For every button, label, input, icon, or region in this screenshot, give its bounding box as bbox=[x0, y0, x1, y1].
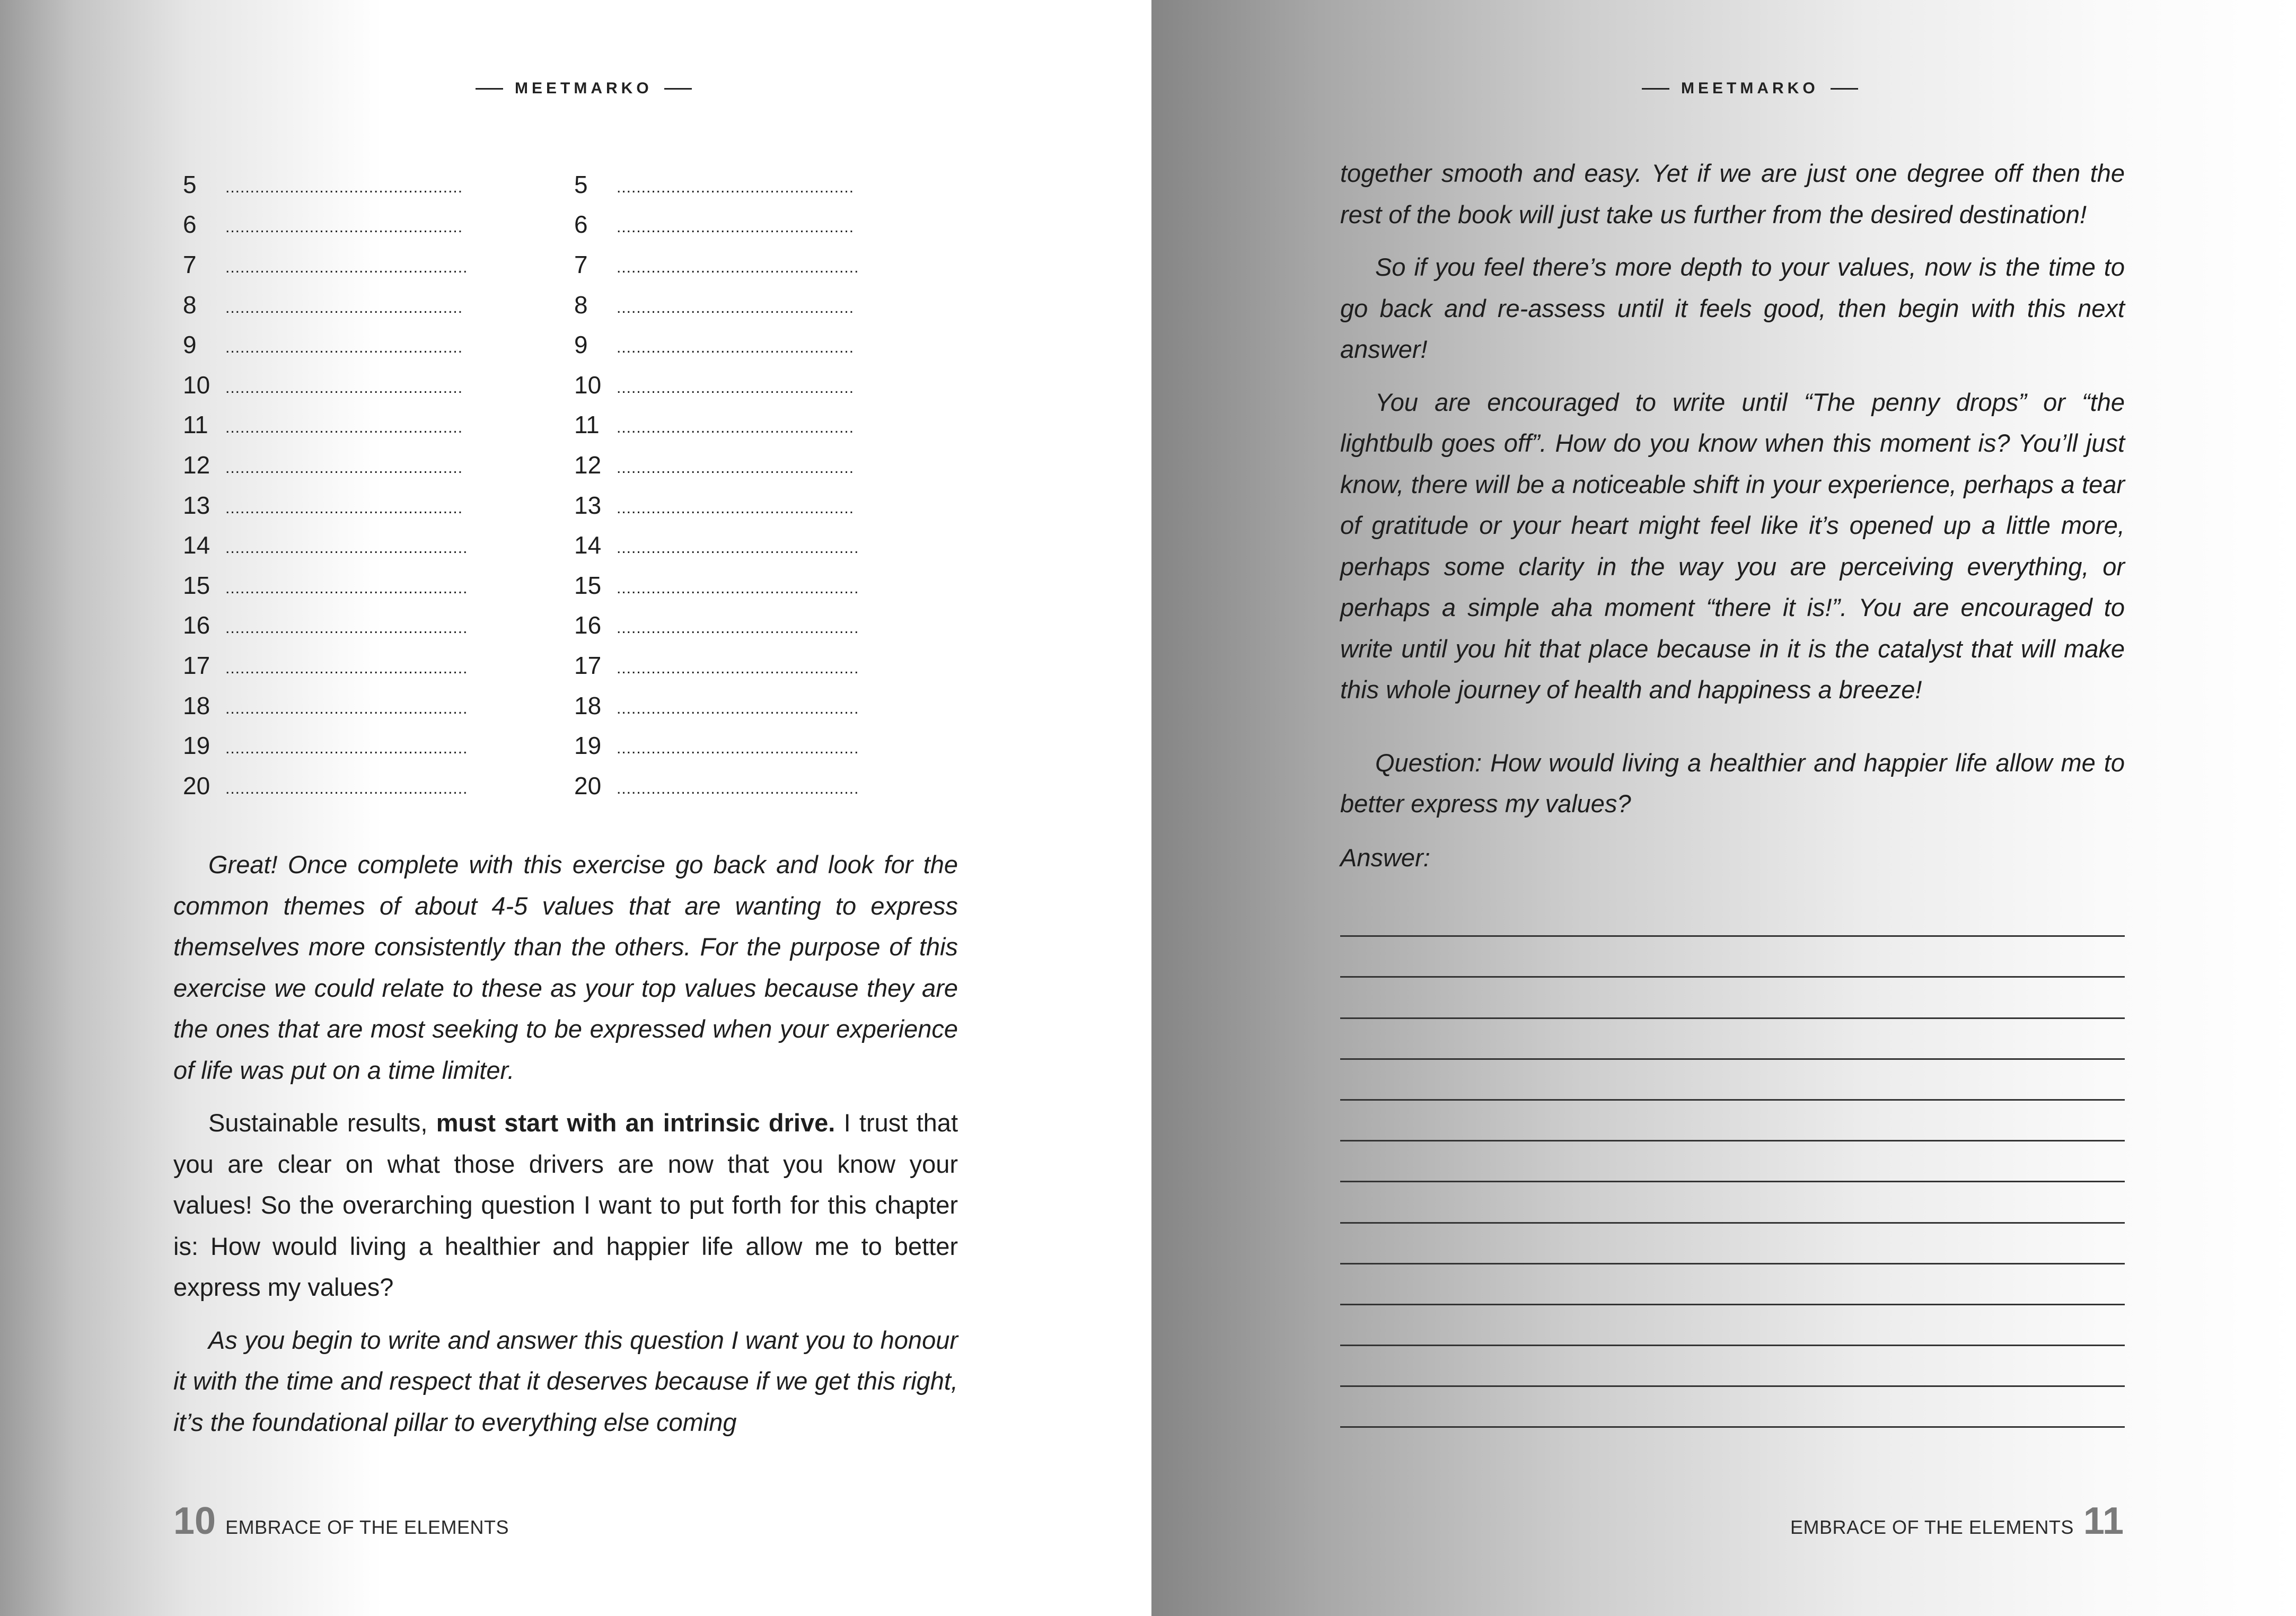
list-item bbox=[574, 244, 859, 285]
dotted-answer-line[interactable]: ................................................. bbox=[225, 619, 468, 637]
answer-label: Answer: bbox=[1340, 844, 1430, 872]
list-item bbox=[183, 285, 468, 325]
list-item-number: 13 bbox=[183, 491, 210, 519]
list-item-number: 15 bbox=[574, 571, 602, 599]
dotted-answer-line[interactable]: ................................................. bbox=[617, 258, 859, 276]
running-header-right bbox=[1630, 80, 1870, 98]
list-item-number: 20 bbox=[574, 771, 602, 800]
list-item bbox=[574, 285, 859, 325]
question: Question: How would living a healthier and happier life allow me to better express my values? bbox=[1340, 748, 2125, 818]
dotted-answer-line[interactable]: ................................................ bbox=[617, 419, 855, 437]
dotted-answer-line[interactable]: ................................................. bbox=[617, 579, 859, 597]
dotted-answer-line[interactable]: ................................................ bbox=[617, 218, 855, 236]
list-item-number: 20 bbox=[183, 771, 210, 800]
list-item bbox=[183, 164, 468, 205]
list-item bbox=[183, 205, 468, 245]
list-item bbox=[574, 686, 859, 726]
list-item-number: 16 bbox=[574, 611, 602, 639]
paragraph-text: Sustainable results, bbox=[208, 1109, 436, 1137]
values-list-right bbox=[574, 164, 859, 806]
paragraph: So if you feel there’s more depth to your values, now is the time to go back and re-assess until it feels good, then begin with this next answer! bbox=[1340, 253, 2125, 363]
dotted-answer-line[interactable]: ................................................ bbox=[617, 178, 855, 196]
list-item bbox=[574, 605, 859, 646]
running-header-left bbox=[464, 80, 703, 98]
list-item bbox=[574, 164, 859, 205]
answer-lines[interactable] bbox=[1340, 896, 2125, 1428]
dotted-answer-line[interactable]: ................................................. bbox=[225, 539, 468, 557]
list-item bbox=[574, 324, 859, 365]
header-rule bbox=[664, 88, 692, 90]
list-item-number: 9 bbox=[574, 331, 588, 359]
footer-right bbox=[1790, 1499, 2124, 1543]
list-item bbox=[183, 445, 468, 485]
list-item-number: 13 bbox=[574, 491, 602, 519]
list-item-number: 6 bbox=[183, 210, 197, 239]
answer-line[interactable] bbox=[1340, 1101, 2125, 1141]
list-item bbox=[183, 565, 468, 605]
list-item bbox=[574, 645, 859, 686]
paragraph: together smooth and easy. Yet if we are just one degree off then the rest of the book will just take us further from the desired destination! bbox=[1340, 159, 2125, 229]
answer-line[interactable] bbox=[1340, 1346, 2125, 1387]
answer-line[interactable] bbox=[1340, 1224, 2125, 1264]
list-item-number: 8 bbox=[183, 291, 197, 319]
dotted-answer-line[interactable]: ................................................. bbox=[225, 659, 468, 677]
dotted-answer-line[interactable]: ................................................. bbox=[617, 659, 859, 677]
list-item-number: 10 bbox=[574, 371, 602, 399]
list-item bbox=[183, 485, 468, 525]
list-item-number: 8 bbox=[574, 291, 588, 319]
list-item bbox=[183, 766, 468, 806]
list-item bbox=[574, 445, 859, 485]
list-item bbox=[183, 525, 468, 565]
list-item bbox=[574, 405, 859, 445]
list-item bbox=[574, 725, 859, 766]
list-item bbox=[183, 405, 468, 445]
list-item-number: 7 bbox=[183, 250, 197, 278]
dotted-answer-line[interactable]: ................................................. bbox=[617, 699, 859, 717]
list-item-number: 15 bbox=[183, 571, 210, 599]
body-text-right bbox=[1340, 153, 2125, 836]
paragraph bbox=[173, 1102, 958, 1308]
answer-line[interactable] bbox=[1340, 1019, 2125, 1060]
list-item bbox=[574, 565, 859, 605]
dotted-answer-line[interactable]: ................................................. bbox=[225, 779, 468, 797]
footer-left bbox=[173, 1499, 509, 1543]
list-item-number: 14 bbox=[574, 531, 602, 559]
list-item bbox=[183, 324, 468, 365]
page-number: 10 bbox=[173, 1500, 216, 1542]
list-item bbox=[574, 485, 859, 525]
list-item bbox=[574, 525, 859, 565]
dotted-answer-line[interactable]: ................................................ bbox=[225, 298, 463, 317]
list-item bbox=[183, 725, 468, 766]
dotted-answer-line[interactable]: ................................................. bbox=[617, 539, 859, 557]
list-item-number: 5 bbox=[574, 170, 588, 198]
list-item-number: 16 bbox=[183, 611, 210, 639]
dotted-answer-line[interactable]: ................................................ bbox=[225, 218, 463, 236]
dotted-answer-line[interactable]: ................................................ bbox=[617, 379, 855, 397]
header-rule bbox=[1831, 88, 1858, 90]
answer-line[interactable] bbox=[1340, 1264, 2125, 1305]
list-item-number: 17 bbox=[574, 651, 602, 679]
list-item-number: 11 bbox=[574, 411, 600, 439]
list-item bbox=[574, 205, 859, 245]
answer-line[interactable] bbox=[1340, 1141, 2125, 1182]
dotted-answer-line[interactable]: ................................................. bbox=[617, 779, 859, 797]
answer-line[interactable] bbox=[1340, 1182, 2125, 1223]
list-item-number: 18 bbox=[183, 691, 210, 719]
list-item-number: 17 bbox=[183, 651, 210, 679]
header-text: MEETMARKO bbox=[1681, 80, 1819, 97]
dotted-answer-line[interactable]: ................................................ bbox=[617, 459, 855, 477]
list-item bbox=[574, 365, 859, 405]
list-item-number: 19 bbox=[574, 732, 602, 760]
header-rule bbox=[1642, 88, 1669, 90]
answer-line[interactable] bbox=[1340, 937, 2125, 978]
list-item-number: 6 bbox=[574, 210, 588, 239]
dotted-answer-line[interactable]: ................................................ bbox=[225, 419, 463, 437]
body-text-left bbox=[173, 844, 958, 1454]
values-list-left bbox=[183, 164, 468, 806]
paragraph: You are encouraged to write until “The penny drops” or “the lightbulb goes off”. How do you know when this moment is? You’ll just know, there will be a noticeable shift in your experience, perhaps a tear of gratitude or your heart might feel like it’s opened up a little more, perhaps some clarity in the way you are perceiving everything, or perhaps a simple aha moment “there it is!”. You are encouraged to write until you hit that place because in it is the catalyst that will make this whole journey of health and happiness a breeze! bbox=[1340, 388, 2125, 704]
list-item-number: 7 bbox=[574, 250, 588, 278]
dotted-answer-line[interactable]: ................................................. bbox=[225, 699, 468, 717]
dotted-answer-line[interactable]: ................................................. bbox=[225, 258, 468, 276]
list-item-number: 18 bbox=[574, 691, 602, 719]
list-item bbox=[183, 605, 468, 646]
list-item bbox=[574, 766, 859, 806]
answer-line[interactable] bbox=[1340, 896, 2125, 937]
dotted-answer-line[interactable]: ................................................. bbox=[617, 740, 859, 758]
paragraph: As you begin to write and answer this question I want you to honour it with the time and respect that it deserves because if we get this right, it’s the foundational pillar to everything else coming bbox=[173, 1325, 958, 1436]
page-number: 11 bbox=[2083, 1500, 2124, 1542]
list-item-number: 12 bbox=[183, 451, 210, 479]
list-item bbox=[183, 645, 468, 686]
dotted-answer-line[interactable]: ................................................. bbox=[617, 619, 859, 637]
dotted-answer-line[interactable]: ................................................. bbox=[225, 579, 468, 597]
dotted-answer-line[interactable]: ................................................ bbox=[225, 459, 463, 477]
answer-line[interactable] bbox=[1340, 978, 2125, 1018]
dotted-answer-line[interactable]: ................................................ bbox=[617, 298, 855, 317]
answer-line[interactable] bbox=[1340, 1060, 2125, 1101]
paragraph-text: I trust that you are clear on what those drivers are now that you know your values! So the overarching question I want to put forth for this chapter is: How would living a healthier and happier life allow me to better express my values? bbox=[173, 1109, 958, 1301]
list-item bbox=[183, 244, 468, 285]
bold-phrase: must start with an intrinsic drive. bbox=[436, 1109, 835, 1137]
dotted-answer-line[interactable]: ................................................. bbox=[225, 740, 468, 758]
list-item-number: 9 bbox=[183, 331, 197, 359]
paragraph: Great! Once complete with this exercise go back and look for the common themes of about 4-5 values that are wanting to express themselves more consistently than the others. For the purpose of this exercise we could relate to these as your top values because they are the ones that are most seeking to be expressed when your experience of life was put on a time limiter. bbox=[173, 850, 958, 1084]
dotted-answer-line[interactable]: ................................................ bbox=[225, 178, 463, 196]
list-item-number: 19 bbox=[183, 732, 210, 760]
list-item bbox=[183, 686, 468, 726]
list-item-number: 14 bbox=[183, 531, 210, 559]
list-item-number: 5 bbox=[183, 170, 197, 198]
dotted-answer-line[interactable]: ................................................ bbox=[225, 339, 463, 357]
answer-line[interactable] bbox=[1340, 1387, 2125, 1428]
dotted-answer-line[interactable]: ................................................ bbox=[225, 499, 463, 517]
header-text: MEETMARKO bbox=[515, 80, 653, 97]
list-item-number: 11 bbox=[183, 411, 208, 439]
list-item-number: 12 bbox=[574, 451, 602, 479]
header-rule bbox=[476, 88, 503, 90]
answer-line[interactable] bbox=[1340, 1305, 2125, 1346]
dotted-answer-line[interactable]: ................................................ bbox=[617, 499, 855, 517]
dotted-answer-line[interactable]: ................................................ bbox=[617, 339, 855, 357]
book-title: EMBRACE OF THE ELEMENTS bbox=[1790, 1516, 2074, 1538]
dotted-answer-line[interactable]: ................................................ bbox=[225, 379, 463, 397]
book-title: EMBRACE OF THE ELEMENTS bbox=[225, 1516, 509, 1538]
list-item bbox=[183, 365, 468, 405]
list-item-number: 10 bbox=[183, 371, 210, 399]
